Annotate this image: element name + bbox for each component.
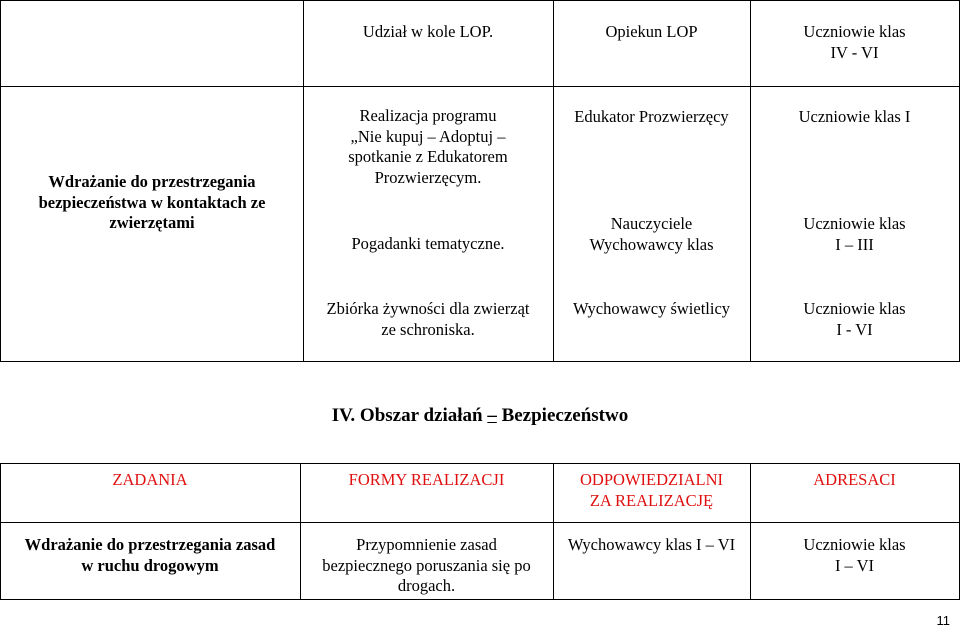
table1-row1-recipients-cell: Uczniowie klas I [798,107,911,126]
grid-line [0,0,1,362]
grid-line [0,599,960,600]
page-number: 11 [936,613,950,628]
header-forms: FORMY REALIZACJI [348,470,505,489]
header-tasks: ZADANIA [112,470,188,489]
table1-responsible-cell: Opiekun LOP [605,22,698,41]
table2-recipients-cell: Uczniowie klas I – VI [803,535,906,575]
table1-row1-forms-cell: Realizacja programu „Nie kupuj – Adoptuj – spotkanie z Edukatorem Prozwierzęcym. [348,106,508,187]
header-recipients: ADRESACI [813,470,896,489]
table1-row1-responsible-cell: Edukator Prozwierzęcy [574,107,729,126]
table1-row2-recipients-cell: Uczniowie klas I - VI [803,299,906,339]
table1-row2-responsible-cell: Wychowawcy świetlicy [572,299,731,318]
table2-forms-cell: Przypomnienie zasad bezpiecznego poruszania się po drogach. [322,535,531,595]
table1-task-cell: Wdrażanie do przestrzegania bezpieczeństwa w kontaktach ze zwierzętami [38,172,266,232]
header-responsible: ODPOWIEDZIALNI ZA REALIZACJĘ [580,470,723,510]
table1-forms-cell: Udział w kole LOP. [362,22,494,41]
table1-row1-forms-extra: Pogadanki tematyczne. [351,234,505,253]
table1-row1-responsible-extra: Nauczyciele Wychowawcy klas [589,214,714,254]
grid-line [0,86,960,87]
table2-task-cell: Wdrażanie do przestrzegania zasad w ruchu drogowym [24,535,276,575]
table1-recipients-cell: Uczniowie klas IV - VI [803,22,906,62]
table2-responsible-cell: Wychowawcy klas I – VI [567,535,736,554]
grid-line [0,522,960,523]
table1-row1-recipients-extra: Uczniowie klas I – III [803,214,906,254]
section-heading: IV. Obszar działań – Bezpieczeństwo [331,405,629,426]
grid-line [0,361,960,362]
table1-row2-forms-cell: Zbiórka żywności dla zwierząt ze schroniska. [326,299,530,339]
grid-line [0,0,960,1]
grid-line [0,463,960,464]
